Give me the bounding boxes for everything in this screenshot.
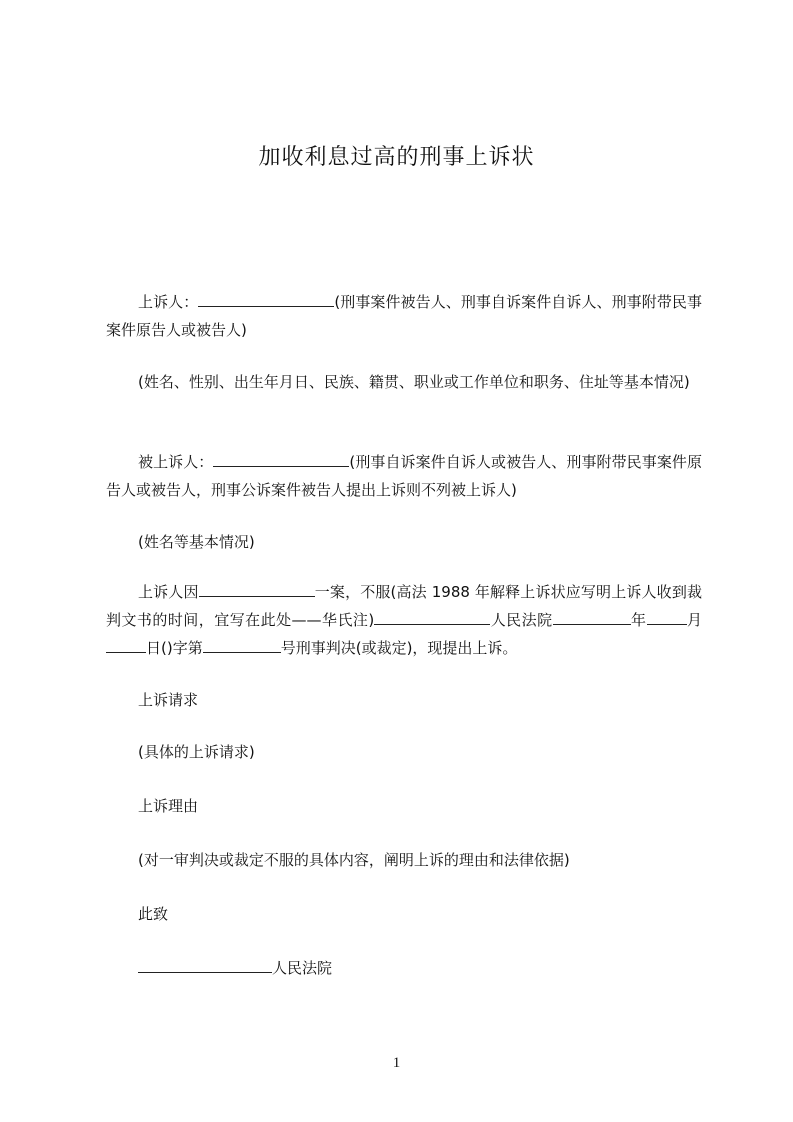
request-heading: 上诉请求 — [138, 691, 199, 709]
cause-paragraph — [106, 578, 702, 662]
document-title: 加收利息过高的刑事上诉状 — [258, 145, 535, 170]
request-body: (具体的上诉请求) — [138, 743, 255, 761]
court-line — [106, 954, 702, 982]
court-suffix: 人民法院 — [272, 959, 333, 977]
court-blank[interactable] — [138, 956, 272, 973]
appellant-note: (刑事案件被告人、刑事自诉案件自诉人、刑事附带民事案件原告人或被告人) — [106, 293, 702, 339]
reason-body: (对一审判决或裁定不服的具体内容，阐明上诉的理由和法律依据) — [138, 851, 570, 869]
appellee-info-paragraph: (姓名等基本情况) — [138, 533, 255, 551]
month-blank[interactable] — [647, 608, 687, 625]
appellee-note: (刑事自诉案件自诉人或被告人、刑事附带民事案件原告人或被告人，刑事公诉案件被告人提出上诉则不列被上诉人) — [106, 453, 702, 499]
day-blank[interactable] — [106, 636, 146, 653]
case-number-blank[interactable] — [203, 636, 281, 653]
appellee-paragraph — [106, 448, 702, 504]
reason-heading: 上诉理由 — [138, 797, 199, 815]
cause-part2: 人民法院 — [490, 611, 553, 629]
appellant-label: 上诉人： — [138, 293, 199, 311]
year-blank[interactable] — [553, 608, 631, 625]
appellee-label: 被上诉人： — [138, 453, 214, 471]
cause-year: 年 — [630, 611, 647, 629]
appellee-blank[interactable] — [213, 450, 349, 467]
appellant-paragraph — [106, 288, 702, 344]
case-name-blank[interactable] — [199, 580, 315, 597]
cause-month: 月 — [686, 611, 702, 629]
closing-text: 此致 — [138, 905, 169, 923]
cause-part1: 一案，不服(高法 1988 年解释上诉状应写明上诉人收到裁判文书的时间，宜写在此处——华氏注) — [106, 583, 702, 629]
cause-suffix: 号刑事判决(或裁定)，现提出上诉。 — [280, 639, 518, 657]
court-name-blank[interactable] — [374, 608, 490, 625]
cause-prefix: 上诉人因 — [138, 583, 199, 601]
appellant-info-paragraph: (姓名、性别、出生年月日、民族、籍贯、职业或工作单位和职务、住址等基本情况) — [138, 373, 690, 391]
cause-day: 日()字第 — [146, 639, 203, 657]
appellant-blank[interactable] — [198, 290, 334, 307]
page-number: 1 — [392, 1055, 401, 1071]
